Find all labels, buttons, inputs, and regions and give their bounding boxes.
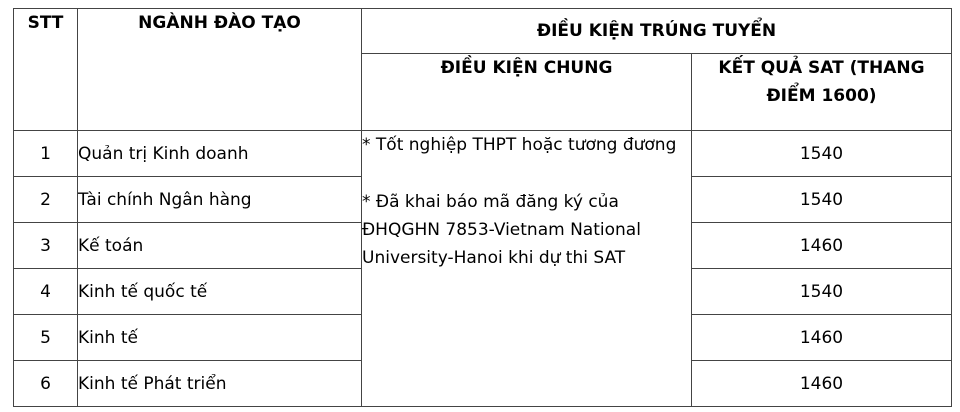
row-major: Tài chính Ngân hàng	[78, 177, 362, 223]
condition-spacer	[362, 159, 691, 188]
admission-table	[13, 8, 952, 407]
header-general-conditions: ĐIỀU KIỆN CHUNG	[362, 54, 692, 131]
row-stt: 4	[14, 269, 78, 315]
row-sat: 1460	[692, 315, 952, 361]
row-stt: 6	[14, 361, 78, 407]
table-body	[14, 131, 952, 407]
row-sat: 1460	[692, 361, 952, 407]
header-major: NGÀNH ĐÀO TẠO	[78, 9, 362, 131]
row-major: Kế toán	[78, 223, 362, 269]
row-stt: 1	[14, 131, 78, 177]
row-major: Kinh tế	[78, 315, 362, 361]
row-major: Quản trị Kinh doanh	[78, 131, 362, 177]
row-stt: 2	[14, 177, 78, 223]
row-stt: 5	[14, 315, 78, 361]
row-major: Kinh tế quốc tế	[78, 269, 362, 315]
row-sat: 1460	[692, 223, 952, 269]
header-sat-result: KẾT QUẢ SAT (THANG ĐIỂM 1600)	[692, 54, 952, 131]
table-header	[14, 9, 952, 131]
condition-graduation: * Tốt nghiệp THPT hoặc tương đương	[362, 135, 677, 155]
row-sat: 1540	[692, 269, 952, 315]
table-row	[14, 131, 952, 177]
row-major: Kinh tế Phát triển	[78, 361, 362, 407]
row-sat: 1540	[692, 177, 952, 223]
header-admission-conditions: ĐIỀU KIỆN TRÚNG TUYỂN	[362, 9, 952, 54]
header-row-1	[14, 9, 952, 54]
row-stt: 3	[14, 223, 78, 269]
row-sat: 1540	[692, 131, 952, 177]
condition-registration-code: * Đã khai báo mã đăng ký của ĐHQGHN 7853-Vietnam National University-Hanoi khi dự thi SAT	[362, 192, 641, 268]
header-stt: STT	[14, 9, 78, 131]
general-conditions-cell	[362, 131, 692, 407]
